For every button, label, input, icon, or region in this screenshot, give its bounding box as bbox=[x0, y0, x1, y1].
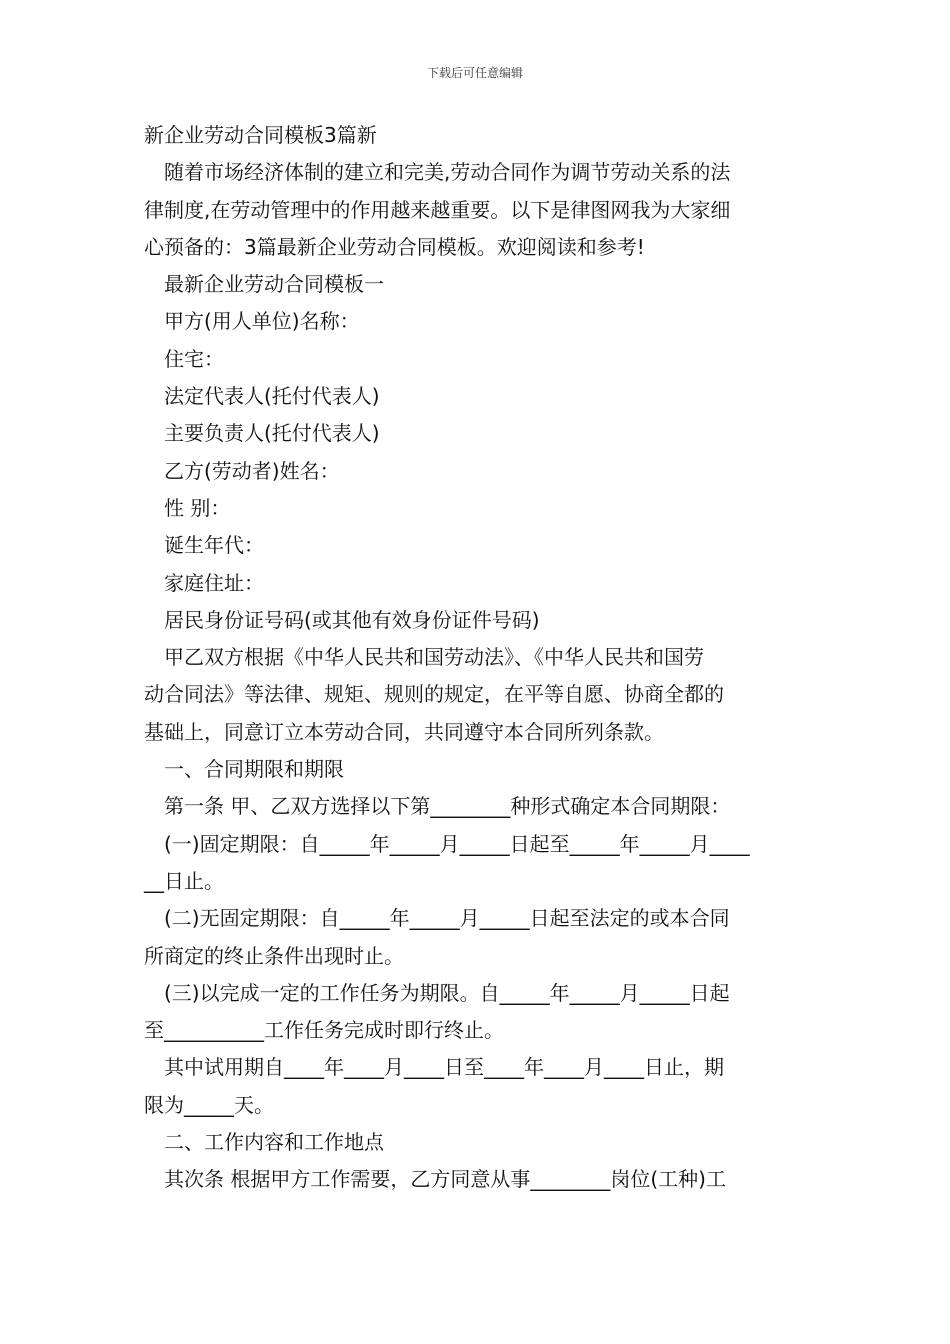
document-line: 性 别： bbox=[164, 495, 231, 520]
document-line: (三)以完成一定的工作任务为期限。自_____年_____月_____日起 bbox=[164, 980, 730, 1005]
document-line: 至__________工作任务完成时即行终止。 bbox=[144, 1018, 504, 1043]
document-line: 诞生年代： bbox=[164, 533, 264, 558]
document-line: 其中试用期自____年____月____日至____年____月____日止，期 bbox=[164, 1055, 724, 1080]
document-line: 家庭住址： bbox=[164, 570, 264, 595]
document-line: (二)无固定期限：自_____年_____月_____日起至法定的或本合同 bbox=[164, 906, 730, 931]
header-note: 下载后可任意编辑 bbox=[426, 66, 523, 80]
document-line: 居民身份证号码(或其他有效身份证件号码) bbox=[164, 607, 540, 632]
document-line: 心预备的：3篇最新企业劳动合同模板。欢迎阅读和参考! bbox=[144, 234, 645, 259]
document-line: 乙方(劳动者)姓名： bbox=[164, 458, 340, 483]
document-line: 其次条 根据甲方工作需要，乙方同意从事________岗位(工种)工 bbox=[164, 1167, 726, 1192]
document-line: 甲方(用人单位)名称： bbox=[164, 309, 360, 334]
document-title: 新企业劳动合同模板3篇新 bbox=[144, 123, 377, 147]
document-line: 律制度,在劳动管理中的作用越来越重要。以下是律图网我为大家细 bbox=[144, 197, 731, 222]
document-line: 法定代表人(托付代表人) bbox=[164, 384, 380, 409]
document-line: 随着市场经济体制的建立和完美,劳动合同作为调节劳动关系的法 bbox=[164, 160, 731, 185]
document-line: __日止。 bbox=[144, 868, 224, 893]
document-line: 基础上，同意订立本劳动合同，共同遵守本合同所列条款。 bbox=[144, 719, 664, 744]
document-line: 最新企业劳动合同模板一 bbox=[164, 272, 384, 297]
document-line: 主要负责人(托付代表人) bbox=[164, 421, 380, 446]
document-line: 第一条 甲、乙双方选择以下第________种形式确定本合同期限： bbox=[164, 794, 731, 819]
document-line: (一)固定期限：自_____年_____月_____日起至_____年_____月____ bbox=[164, 831, 750, 856]
document-line: 二、工作内容和工作地点 bbox=[164, 1130, 384, 1155]
document-line: 住宅： bbox=[164, 346, 224, 371]
document-body bbox=[144, 117, 808, 1199]
document-line: 甲乙双方根据《中华人民共和国劳动法》、《中华人民共和国劳 bbox=[164, 645, 704, 670]
document-line: 限为_____天。 bbox=[144, 1092, 274, 1117]
document-line: 所商定的终止条件出现时止。 bbox=[144, 943, 404, 968]
document-lines bbox=[144, 154, 808, 1198]
document-line: 动合同法》等法律、规矩、规则的规定，在平等自愿、协商全都的 bbox=[144, 682, 724, 707]
document-line: 一、合同期限和期限 bbox=[164, 757, 344, 782]
